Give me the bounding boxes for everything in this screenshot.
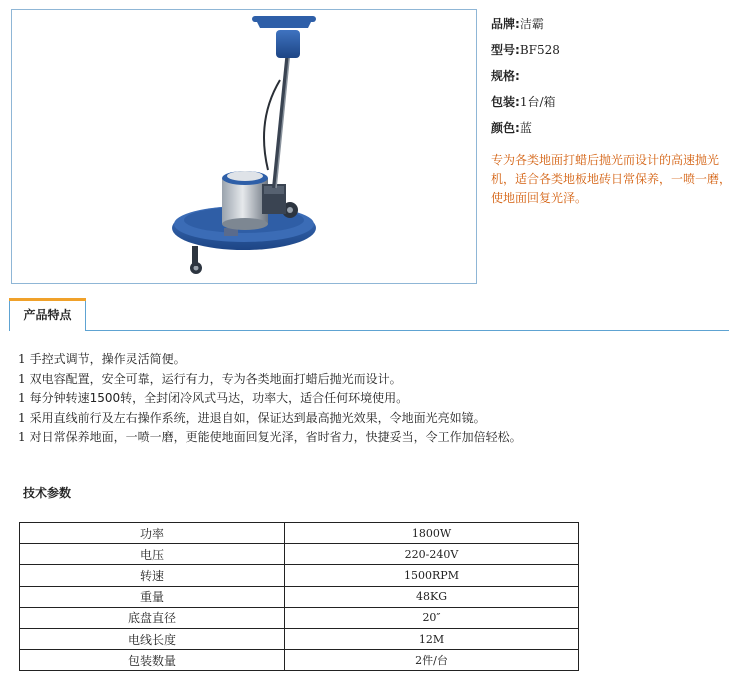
product-description: 专为各类地面打蜡后抛光而设计的高速抛光机，适合各类地板地砖日常保养，一喷一磨，使地面回复光泽。 [491, 153, 732, 205]
list-item [18, 428, 522, 448]
product-image-frame [11, 9, 477, 284]
spec-color-value: 蓝 [519, 121, 532, 135]
spec-brand [491, 15, 544, 33]
spec-package [491, 93, 556, 111]
spec-size-key: 规格: [491, 69, 520, 83]
param-label: 电压 [20, 544, 285, 565]
param-value: 220-240V [285, 544, 579, 565]
feature-text: 对日常保养地面，一喷一磨，更能使地面回复光泽，省时省力，快捷妥当，令工作加倍轻松。 [29, 430, 522, 444]
spec-model-key: 型号: [491, 43, 520, 57]
spec-size [491, 67, 520, 85]
feature-text: 每分钟转速1500转，全封闭冷风式马达，功率大，适合任何环境使用。 [29, 391, 409, 405]
param-label: 底盘直径 [20, 607, 285, 628]
table-row [20, 544, 579, 565]
spec-color-key: 颜色: [491, 121, 520, 135]
list-item [18, 350, 522, 370]
tab-product-features[interactable]: 产品特点 [9, 298, 86, 331]
feature-text: 双电容配置，安全可靠，运行有力，专为各类地面打蜡后抛光而设计。 [29, 371, 402, 386]
feature-list [18, 350, 522, 448]
param-label: 包装数量 [20, 650, 285, 671]
table-row [20, 650, 579, 671]
spec-model [491, 41, 560, 59]
tech-params-table [19, 522, 579, 671]
table-row [20, 586, 579, 607]
feature-number: 1 [18, 410, 26, 425]
spec-color [491, 119, 532, 137]
table-row [20, 565, 579, 586]
table-row [20, 607, 579, 628]
spec-model-value: BF528 [519, 43, 560, 57]
feature-number: 1 [18, 430, 26, 444]
list-item [18, 409, 522, 429]
table-row [20, 523, 579, 544]
param-value: 48KG [285, 586, 579, 607]
list-item [18, 370, 522, 390]
param-value: 20″ [285, 607, 579, 628]
param-value: 2件/台 [285, 650, 579, 671]
param-value: 12M [285, 628, 579, 649]
tech-params-title: 技术参数 [23, 486, 72, 500]
param-label: 转速 [20, 565, 285, 586]
feature-number: 1 [18, 352, 26, 366]
list-item [18, 389, 522, 409]
tab-divider [9, 330, 729, 331]
feature-number: 1 [18, 371, 26, 386]
spec-package-value: 1台/箱 [519, 95, 556, 109]
spec-brand-key: 品牌: [491, 17, 520, 31]
feature-number: 1 [18, 391, 26, 405]
param-value: 1500RPM [285, 565, 579, 586]
param-label: 重量 [20, 586, 285, 607]
spec-brand-value: 洁霸 [519, 17, 544, 31]
param-value: 1800W [285, 523, 579, 544]
feature-text: 手控式调节，操作灵活简便。 [29, 352, 186, 366]
spec-package-key: 包装: [491, 95, 520, 109]
feature-text: 采用直线前行及左右操作系统，进退自如，保证达到最高抛光效果，令地面光亮如镜。 [29, 410, 486, 425]
param-label: 电线长度 [20, 628, 285, 649]
table-row [20, 628, 579, 649]
param-label: 功率 [20, 523, 285, 544]
floor-polisher-image [12, 10, 476, 283]
